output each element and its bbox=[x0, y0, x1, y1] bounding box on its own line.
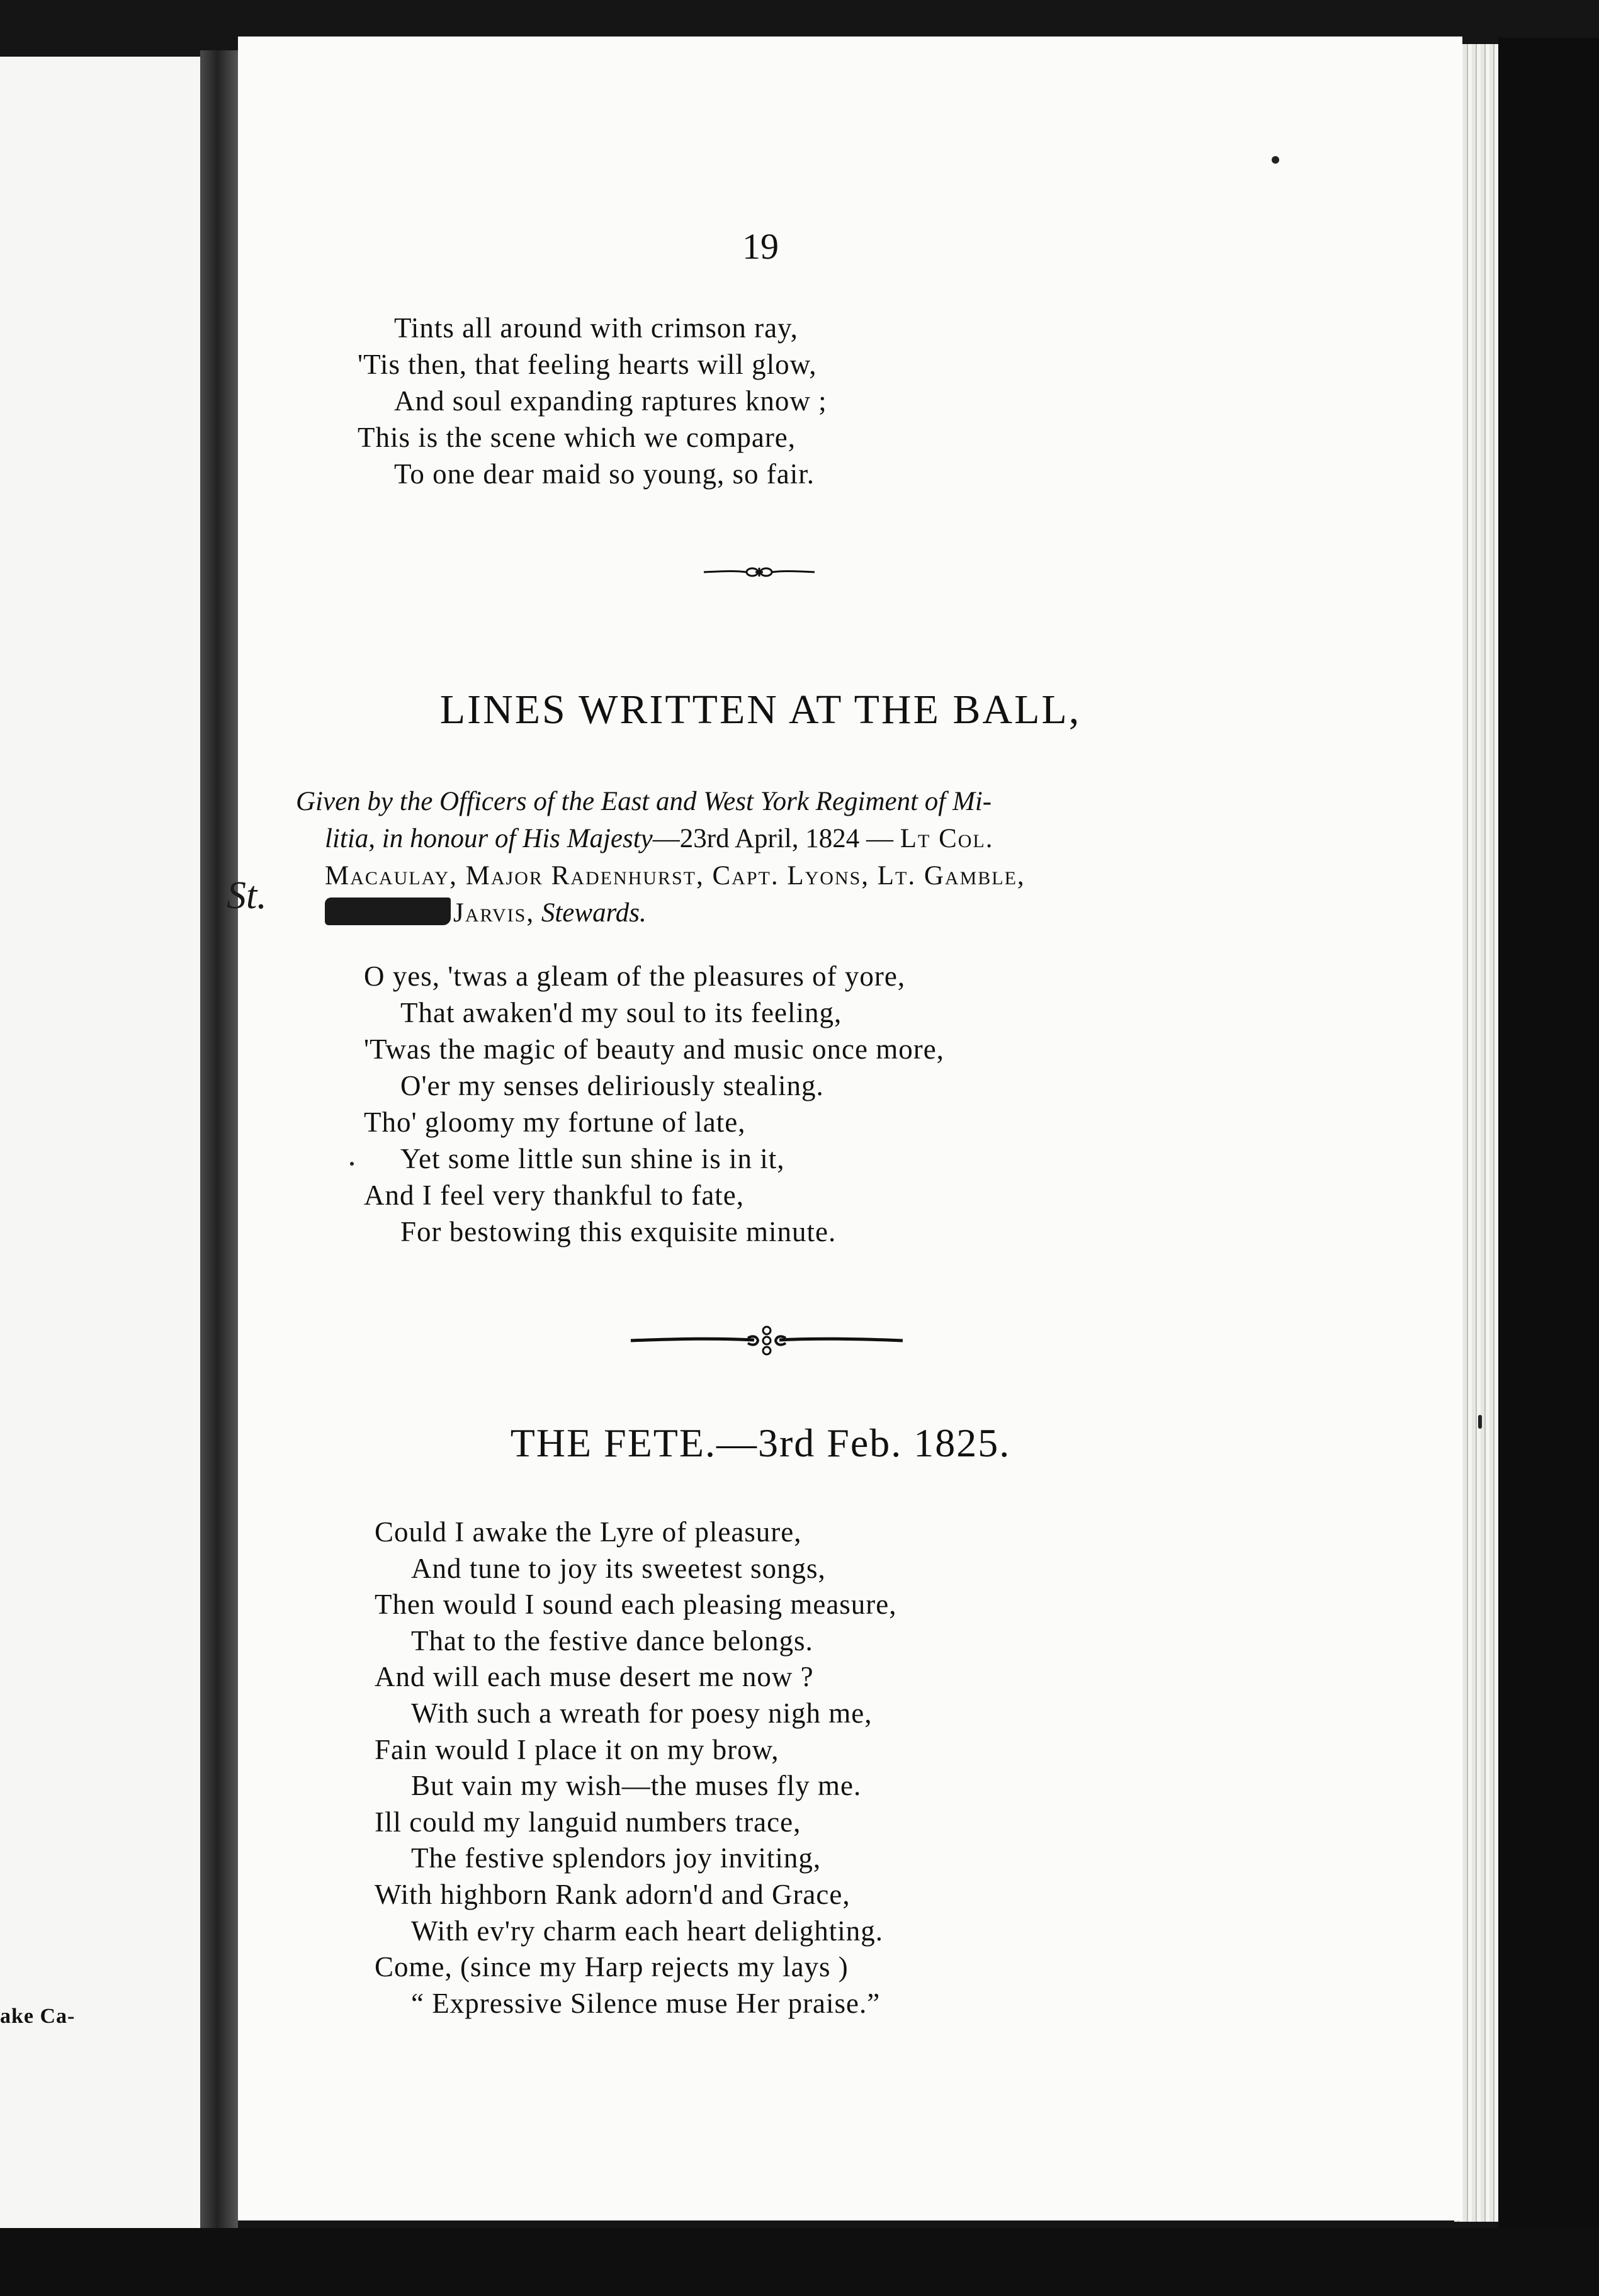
ink-speck bbox=[1478, 1415, 1482, 1429]
poem-line: Tho' gloomy my fortune of late, bbox=[364, 1106, 746, 1138]
poem-line: 'Twas the magic of beauty and music once more, bbox=[364, 1033, 944, 1065]
section-title-fete: THE FETE.—3rd Feb. 1825. bbox=[510, 1421, 1011, 1465]
poem-line: O'er my senses deliriously stealing. bbox=[400, 1070, 824, 1101]
poem-line: With ev'ry charm each heart delighting. bbox=[411, 1915, 884, 1947]
poem-line: “ Expressive Silence muse Her praise.” bbox=[411, 1987, 881, 2019]
ball-poem-stanza bbox=[364, 958, 944, 1250]
poem-line: Tints all around with crimson ray, bbox=[394, 312, 798, 344]
handwritten-annotation: St. bbox=[227, 874, 267, 917]
subtitle-line bbox=[296, 820, 1240, 857]
poem-line: But vain my wish—the muses fly me. bbox=[411, 1770, 862, 1802]
poem-line: That awaken'd my soul to its feeling, bbox=[400, 997, 842, 1028]
ink-blot-redaction bbox=[325, 898, 451, 925]
ornament-divider-small bbox=[703, 563, 816, 582]
subtitle-line: Given by the Officers of the East and West York Regiment of Mi- bbox=[296, 787, 992, 816]
subtitle-stewards: Stewards. bbox=[541, 898, 647, 928]
subtitle-date: —23rd April, 1824 — bbox=[652, 824, 893, 853]
right-dark-border bbox=[1498, 38, 1599, 2241]
poem-end-stanza bbox=[358, 310, 827, 492]
subtitle-italic: litia, in honour of His Majesty bbox=[325, 824, 653, 853]
section-title-ball: LINES WRITTEN AT THE BALL, bbox=[439, 687, 1082, 733]
subtitle-line: Macaulay, Major Radenhurst, Capt. Lyons, Lt. Gamble, bbox=[325, 861, 1026, 891]
poem-line: Yet some little sun shine is in it, bbox=[400, 1143, 785, 1174]
fete-poem-stanza bbox=[375, 1514, 897, 2022]
poem-line: With such a wreath for poesy nigh me, bbox=[411, 1697, 873, 1729]
ink-speck bbox=[350, 1162, 354, 1166]
poem-line: And will each muse desert me now ? bbox=[375, 1661, 814, 1693]
subtitle-name: Jarvis, bbox=[453, 898, 535, 928]
ornament-divider-large bbox=[628, 1322, 905, 1359]
poem-line: O yes, 'twas a gleam of the pleasures of yore, bbox=[364, 960, 906, 992]
left-page bbox=[0, 57, 200, 2241]
ink-speck bbox=[1272, 156, 1279, 164]
poem-line: 'Tis then, that feeling hearts will glow, bbox=[358, 349, 817, 380]
poem-line: This is the scene which we compare, bbox=[358, 422, 796, 453]
subtitle-rank: Lt Col. bbox=[900, 824, 994, 853]
poem-line: Fain would I place it on my brow, bbox=[375, 1733, 779, 1765]
poem-line: That to the festive dance belongs. bbox=[411, 1624, 813, 1657]
left-page-fragment: ake Ca- bbox=[0, 2005, 76, 2028]
poem-line: Ill could my languid numbers trace, bbox=[375, 1806, 801, 1838]
poem-line: Then would I sound each pleasing measure, bbox=[375, 1589, 897, 1621]
poem-line: For bestowing this exquisite minute. bbox=[400, 1216, 837, 1247]
poem-line: Could I awake the Lyre of pleasure, bbox=[375, 1516, 802, 1548]
poem-line: And soul expanding raptures know ; bbox=[394, 385, 827, 417]
poem-line: Come, (since my Harp rejects my lays ) bbox=[375, 1951, 849, 1983]
poem-line: To one dear maid so young, so fair. bbox=[394, 458, 815, 490]
page-number: 19 bbox=[742, 226, 779, 267]
poem-line: The festive splendors joy inviting, bbox=[411, 1842, 822, 1874]
bottom-dark-border bbox=[0, 2228, 1599, 2296]
poem-line: And I feel very thankful to fate, bbox=[364, 1179, 745, 1211]
poem-line: And tune to joy its sweetest songs, bbox=[411, 1552, 826, 1584]
page-content bbox=[227, 37, 1462, 2220]
poem-line: With highborn Rank adorn'd and Grace, bbox=[375, 1878, 850, 1910]
book-gutter bbox=[200, 50, 238, 2241]
